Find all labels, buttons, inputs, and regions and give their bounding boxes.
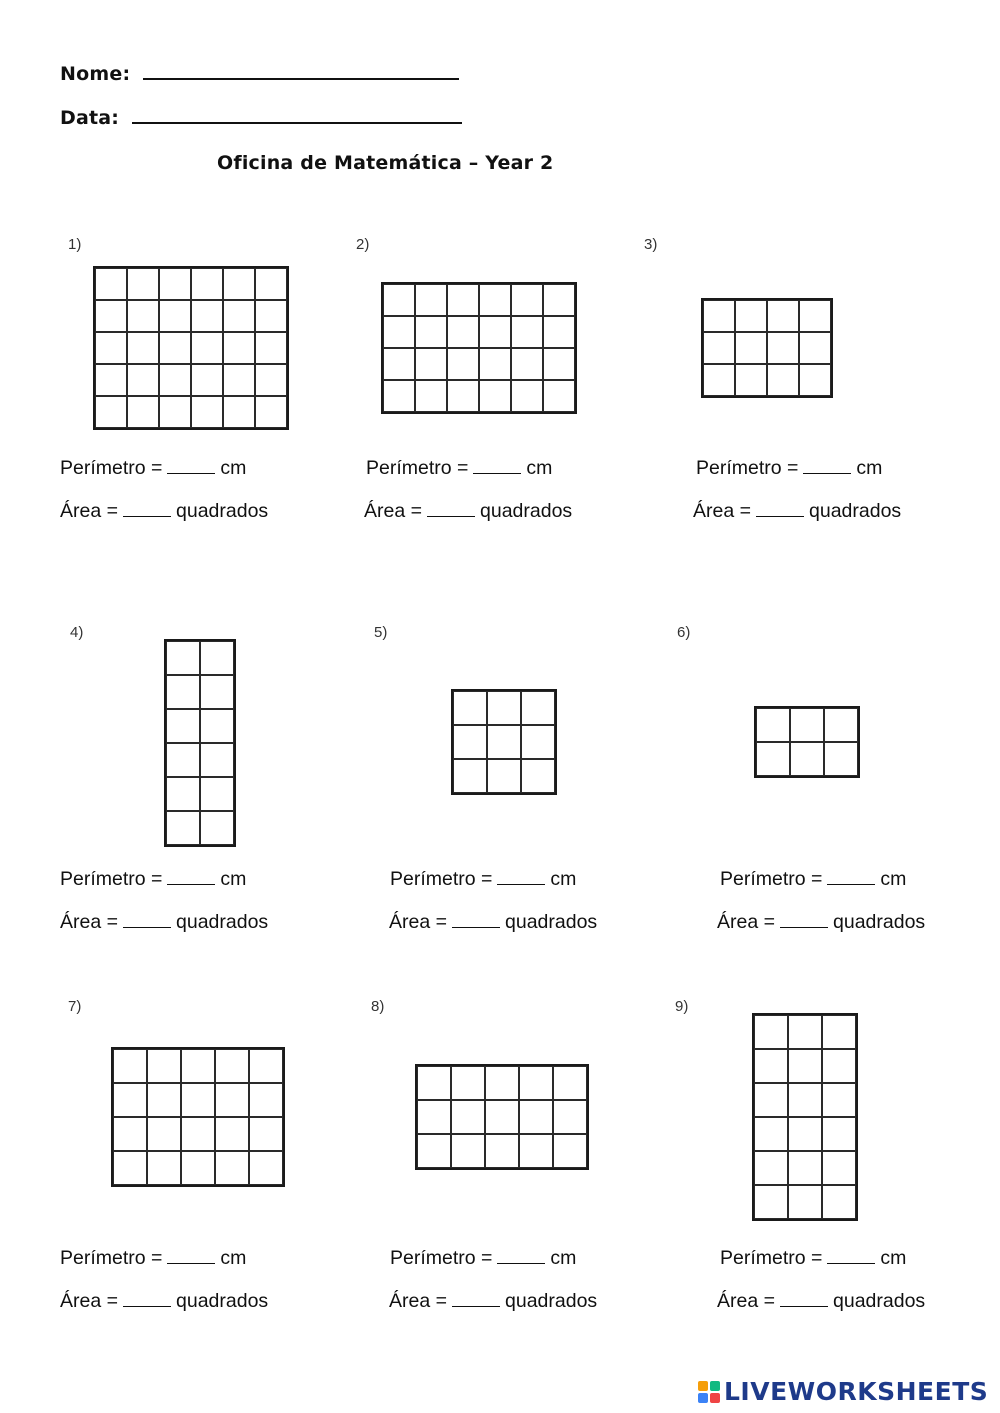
exercise-number: 5) [374, 624, 388, 641]
area-line [693, 500, 901, 523]
grid-square [521, 691, 555, 725]
grid-square [181, 1083, 215, 1117]
grid-square [447, 348, 479, 380]
area-label: Área = [389, 911, 447, 933]
grid-square [822, 1185, 856, 1219]
grid-square [255, 268, 287, 300]
grid-square [181, 1049, 215, 1083]
grid-square [756, 742, 790, 776]
grid-square [383, 316, 415, 348]
grid-square [703, 364, 735, 396]
perimeter-line [60, 1247, 246, 1270]
grid-square [553, 1100, 587, 1134]
grid-square [127, 396, 159, 428]
grid-square [754, 1151, 788, 1185]
grid-square [159, 300, 191, 332]
grid-square [790, 742, 824, 776]
grid-square [127, 300, 159, 332]
page-title: Oficina de Matemática – Year 2 [217, 152, 554, 174]
area-label: Área = [60, 1290, 118, 1312]
grid-square [113, 1083, 147, 1117]
date-input-line[interactable] [132, 122, 462, 124]
area-answer-blank[interactable] [427, 516, 475, 517]
area-label: Área = [60, 500, 118, 522]
area-answer-blank[interactable] [452, 1306, 500, 1307]
grid-square [767, 364, 799, 396]
grid-square [519, 1100, 553, 1134]
grid-square [200, 811, 234, 845]
grid-square [485, 1066, 519, 1100]
square-grid-figure [111, 1047, 285, 1187]
grid-square [215, 1117, 249, 1151]
area-answer-blank[interactable] [756, 516, 804, 517]
area-unit: quadrados [505, 1290, 598, 1312]
grid-square [255, 364, 287, 396]
square-grid-figure [415, 1064, 589, 1170]
perimeter-unit: cm [220, 868, 247, 890]
perimeter-label: Perímetro = [696, 457, 799, 479]
grid-square [453, 725, 487, 759]
exercise-number: 7) [68, 998, 82, 1015]
grid-square [703, 332, 735, 364]
grid-square [113, 1151, 147, 1185]
grid-square [255, 300, 287, 332]
square-grid-figure [701, 298, 833, 398]
area-line [389, 1290, 597, 1313]
grid-square [415, 380, 447, 412]
perimeter-label: Perímetro = [366, 457, 469, 479]
grid-square [735, 300, 767, 332]
exercise-number: 3) [644, 236, 658, 253]
area-answer-blank[interactable] [123, 927, 171, 928]
perimeter-answer-blank[interactable] [167, 1263, 215, 1264]
grid-square [479, 284, 511, 316]
grid-square [249, 1117, 283, 1151]
area-unit: quadrados [505, 911, 598, 933]
perimeter-label: Perímetro = [60, 868, 163, 890]
name-input-line[interactable] [143, 78, 459, 80]
perimeter-label: Perímetro = [390, 868, 493, 890]
grid-square [479, 348, 511, 380]
square-grid-figure [93, 266, 289, 430]
area-answer-blank[interactable] [452, 927, 500, 928]
date-label: Data: [60, 107, 120, 129]
perimeter-answer-blank[interactable] [497, 1263, 545, 1264]
grid-square [95, 268, 127, 300]
exercise-number: 8) [371, 998, 385, 1015]
brand-footer [698, 1377, 988, 1406]
grid-square [521, 759, 555, 793]
area-unit: quadrados [833, 911, 926, 933]
grid-square [511, 284, 543, 316]
square-grid-figure [164, 639, 236, 847]
grid-square [511, 348, 543, 380]
perimeter-unit: cm [550, 1247, 577, 1269]
grid-square [754, 1185, 788, 1219]
perimeter-line [696, 457, 882, 480]
grid-square [487, 725, 521, 759]
grid-square [215, 1083, 249, 1117]
exercise-number: 6) [677, 624, 691, 641]
grid-square [191, 332, 223, 364]
grid-square [543, 348, 575, 380]
grid-square [788, 1151, 822, 1185]
grid-square [223, 268, 255, 300]
area-label: Área = [693, 500, 751, 522]
grid-square [767, 332, 799, 364]
area-line [389, 911, 597, 934]
square-grid-figure [754, 706, 860, 778]
perimeter-label: Perímetro = [60, 457, 163, 479]
area-label: Área = [60, 911, 118, 933]
grid-square [479, 316, 511, 348]
area-line [60, 1290, 268, 1313]
grid-square [255, 396, 287, 428]
grid-square [147, 1151, 181, 1185]
perimeter-line [720, 868, 906, 891]
grid-square [543, 284, 575, 316]
area-answer-blank[interactable] [780, 927, 828, 928]
perimeter-line [720, 1247, 906, 1270]
grid-square [223, 332, 255, 364]
grid-square [754, 1083, 788, 1117]
grid-square [159, 332, 191, 364]
perimeter-answer-blank[interactable] [497, 884, 545, 885]
grid-square [200, 641, 234, 675]
perimeter-answer-blank[interactable] [827, 1263, 875, 1264]
grid-square [822, 1151, 856, 1185]
grid-square [415, 316, 447, 348]
area-unit: quadrados [809, 500, 902, 522]
grid-square [181, 1117, 215, 1151]
grid-square [113, 1117, 147, 1151]
grid-square [95, 332, 127, 364]
grid-square [181, 1151, 215, 1185]
perimeter-unit: cm [220, 1247, 247, 1269]
grid-square [453, 691, 487, 725]
grid-square [485, 1134, 519, 1168]
perimeter-answer-blank[interactable] [167, 473, 215, 474]
grid-square [553, 1066, 587, 1100]
grid-square [191, 268, 223, 300]
grid-square [383, 348, 415, 380]
grid-square [788, 1083, 822, 1117]
grid-square [754, 1117, 788, 1151]
grid-square [383, 380, 415, 412]
name-field [60, 63, 459, 85]
grid-square [95, 300, 127, 332]
grid-square [191, 300, 223, 332]
perimeter-answer-blank[interactable] [167, 884, 215, 885]
grid-square [754, 1015, 788, 1049]
grid-square [249, 1151, 283, 1185]
perimeter-label: Perímetro = [390, 1247, 493, 1269]
grid-square [200, 743, 234, 777]
grid-square [447, 316, 479, 348]
grid-square [255, 332, 287, 364]
grid-square [159, 396, 191, 428]
grid-square [223, 300, 255, 332]
grid-square [799, 364, 831, 396]
perimeter-label: Perímetro = [720, 1247, 823, 1269]
grid-square [249, 1049, 283, 1083]
grid-square [166, 777, 200, 811]
grid-square [200, 675, 234, 709]
grid-square [788, 1185, 822, 1219]
perimeter-label: Perímetro = [60, 1247, 163, 1269]
perimeter-line [390, 1247, 576, 1270]
grid-square [543, 380, 575, 412]
grid-square [703, 300, 735, 332]
grid-square [735, 332, 767, 364]
grid-square [417, 1134, 451, 1168]
name-label: Nome: [60, 63, 131, 85]
area-label: Área = [717, 911, 775, 933]
perimeter-answer-blank[interactable] [827, 884, 875, 885]
grid-square [521, 725, 555, 759]
grid-square [735, 364, 767, 396]
grid-square [127, 268, 159, 300]
grid-square [383, 284, 415, 316]
square-grid-figure [451, 689, 557, 795]
grid-square [451, 1134, 485, 1168]
grid-square [822, 1083, 856, 1117]
grid-square [166, 811, 200, 845]
perimeter-line [390, 868, 576, 891]
grid-square [415, 284, 447, 316]
square-grid-figure [381, 282, 577, 414]
grid-square [511, 316, 543, 348]
perimeter-line [366, 457, 552, 480]
grid-square [553, 1134, 587, 1168]
exercise-number: 4) [70, 624, 84, 641]
grid-square [113, 1049, 147, 1083]
grid-square [127, 332, 159, 364]
area-line [364, 500, 572, 523]
grid-square [519, 1066, 553, 1100]
perimeter-unit: cm [880, 868, 907, 890]
grid-square [487, 759, 521, 793]
perimeter-line [60, 457, 246, 480]
grid-square [447, 380, 479, 412]
brand-name: LIVEWORKSHEETS [724, 1377, 989, 1406]
grid-square [200, 777, 234, 811]
grid-square [824, 742, 858, 776]
grid-square [417, 1100, 451, 1134]
grid-square [824, 708, 858, 742]
grid-square [415, 348, 447, 380]
perimeter-answer-blank[interactable] [473, 473, 521, 474]
grid-square [756, 708, 790, 742]
grid-square [788, 1117, 822, 1151]
grid-square [417, 1066, 451, 1100]
area-line [60, 911, 268, 934]
grid-square [799, 332, 831, 364]
date-field [60, 107, 462, 129]
grid-square [249, 1083, 283, 1117]
grid-square [223, 364, 255, 396]
grid-square [543, 316, 575, 348]
grid-square [147, 1083, 181, 1117]
grid-square [166, 675, 200, 709]
area-unit: quadrados [176, 500, 269, 522]
area-answer-blank[interactable] [123, 1306, 171, 1307]
grid-square [147, 1049, 181, 1083]
perimeter-line [60, 868, 246, 891]
grid-square [147, 1117, 181, 1151]
grid-square [451, 1100, 485, 1134]
square-grid-figure [752, 1013, 858, 1221]
grid-square [767, 300, 799, 332]
grid-square [754, 1049, 788, 1083]
grid-square [453, 759, 487, 793]
area-label: Área = [389, 1290, 447, 1312]
exercise-number: 2) [356, 236, 370, 253]
grid-square [166, 743, 200, 777]
area-answer-blank[interactable] [780, 1306, 828, 1307]
liveworksheets-logo-icon [698, 1381, 720, 1403]
perimeter-label: Perímetro = [720, 868, 823, 890]
grid-square [822, 1015, 856, 1049]
grid-square [511, 380, 543, 412]
perimeter-unit: cm [856, 457, 883, 479]
grid-square [95, 364, 127, 396]
grid-square [487, 691, 521, 725]
area-line [60, 500, 268, 523]
area-label: Área = [717, 1290, 775, 1312]
grid-square [159, 268, 191, 300]
area-answer-blank[interactable] [123, 516, 171, 517]
grid-square [790, 708, 824, 742]
grid-square [166, 709, 200, 743]
grid-square [799, 300, 831, 332]
grid-square [788, 1015, 822, 1049]
area-label: Área = [364, 500, 422, 522]
perimeter-answer-blank[interactable] [803, 473, 851, 474]
grid-square [479, 380, 511, 412]
grid-square [451, 1066, 485, 1100]
grid-square [191, 396, 223, 428]
perimeter-unit: cm [526, 457, 553, 479]
grid-square [519, 1134, 553, 1168]
grid-square [485, 1100, 519, 1134]
exercise-number: 9) [675, 998, 689, 1015]
grid-square [159, 364, 191, 396]
grid-square [223, 396, 255, 428]
grid-square [191, 364, 223, 396]
area-line [717, 1290, 925, 1313]
grid-square [215, 1049, 249, 1083]
area-unit: quadrados [833, 1290, 926, 1312]
grid-square [822, 1049, 856, 1083]
area-line [717, 911, 925, 934]
grid-square [822, 1117, 856, 1151]
grid-square [200, 709, 234, 743]
grid-square [215, 1151, 249, 1185]
perimeter-unit: cm [880, 1247, 907, 1269]
area-unit: quadrados [176, 1290, 269, 1312]
grid-square [447, 284, 479, 316]
exercise-number: 1) [68, 236, 82, 253]
perimeter-unit: cm [220, 457, 247, 479]
perimeter-unit: cm [550, 868, 577, 890]
area-unit: quadrados [480, 500, 573, 522]
area-unit: quadrados [176, 911, 269, 933]
grid-square [166, 641, 200, 675]
grid-square [788, 1049, 822, 1083]
grid-square [127, 364, 159, 396]
grid-square [95, 396, 127, 428]
